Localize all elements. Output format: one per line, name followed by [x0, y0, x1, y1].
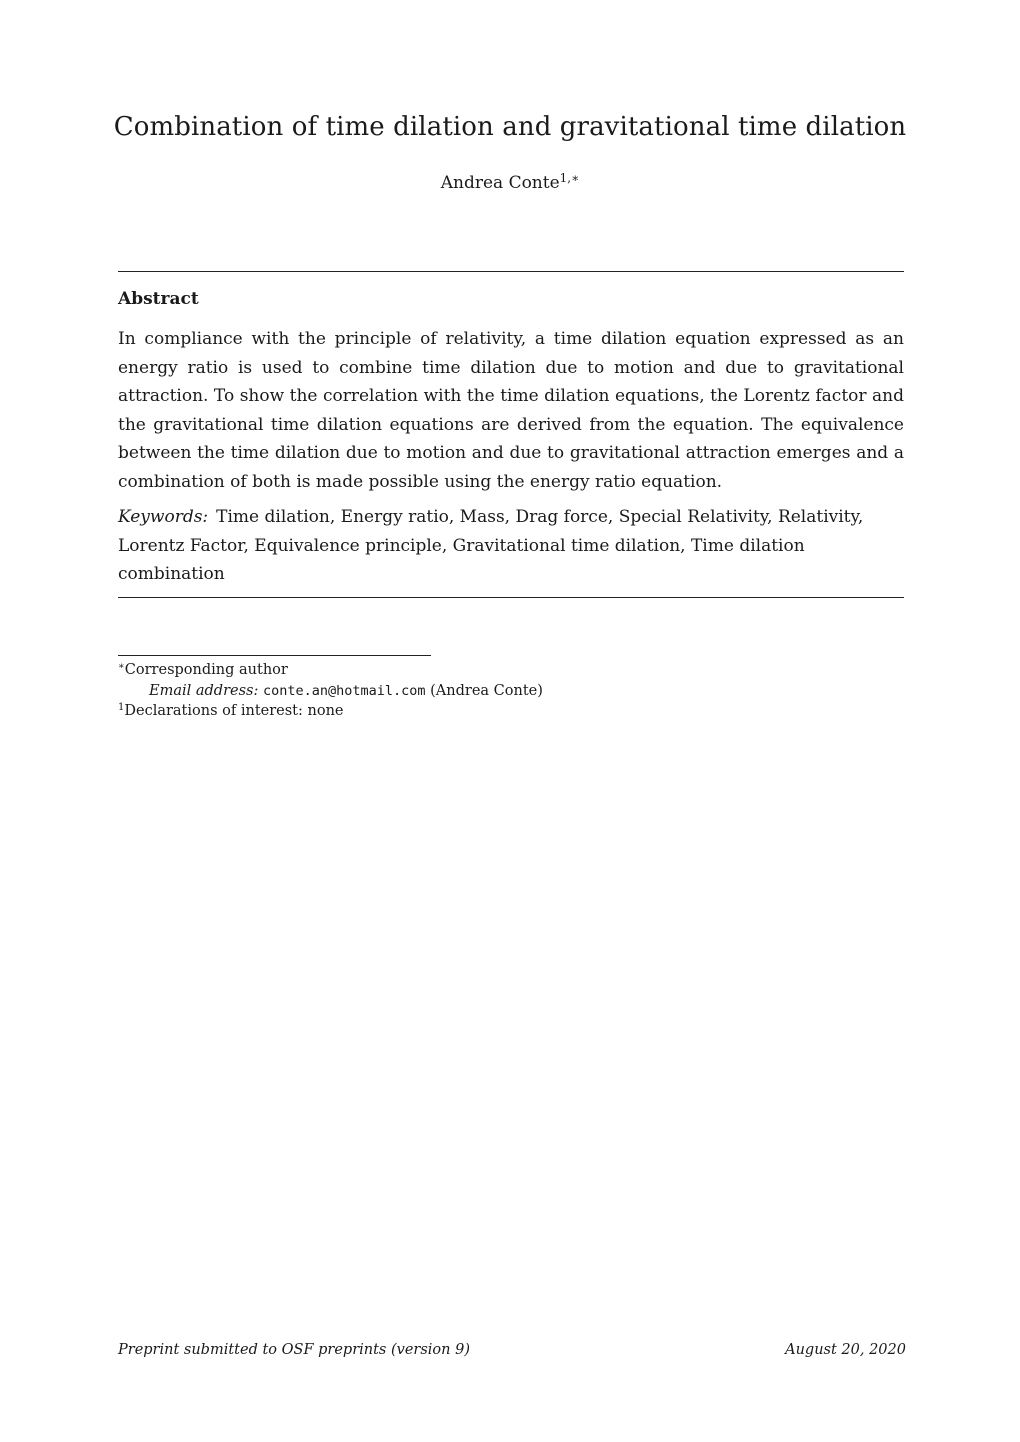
footnote-rule: [118, 655, 431, 656]
email-label: Email address:: [149, 682, 259, 699]
author-line: [0, 173, 1020, 193]
footnote-declaration: [118, 701, 543, 722]
footer-preprint-note: Preprint submitted to OSF preprints (version 9): [118, 1342, 470, 1358]
footnote-corresponding: [118, 660, 543, 681]
footnote-declaration-mark: 1: [118, 702, 125, 713]
author-marks: 1,∗: [559, 171, 580, 185]
footnote-corresponding-mark: ∗: [118, 661, 125, 672]
footer-date: August 20, 2020: [785, 1342, 906, 1358]
abstract-heading: Abstract: [118, 289, 199, 309]
abstract-body: In compliance with the principle of relativity, a time dilation equation expressed as an energy ratio is used to combine time dilation due to motion and due to gravitational attraction. To show the correlation with the time dilation equations, the Lorentz factor and the gravitational time dilation equations are derived from the equation. The equivalence between the time dilation due to motion and due to gravitational attraction emerges and a combination of both is made possible using the energy ratio equation.: [118, 329, 904, 492]
footnote-declaration-text: Declarations of interest: none: [124, 703, 344, 719]
paper-title: Combination of time dilation and gravitational time dilation: [113, 112, 907, 142]
email-link[interactable]: conte.an@hotmail.com: [262, 682, 426, 699]
keywords-block: [118, 503, 904, 589]
email-owner: (Andrea Conte): [430, 682, 543, 699]
keywords-list: Time dilation, Energy ratio, Mass, Drag force, Special Relativity, Relativity, Lorentz Factor, Equivalence principle, Gravitational time dilation, Time dilation combination: [118, 507, 864, 585]
keywords-label: Keywords:: [118, 507, 209, 527]
abstract-top-rule: [118, 271, 904, 272]
footnote-email-line: [118, 681, 543, 702]
author-name: Andrea Conte: [440, 173, 560, 193]
footnotes: [118, 660, 543, 722]
abstract-bottom-rule: [118, 597, 904, 598]
footnote-corresponding-text: Corresponding author: [124, 662, 288, 678]
